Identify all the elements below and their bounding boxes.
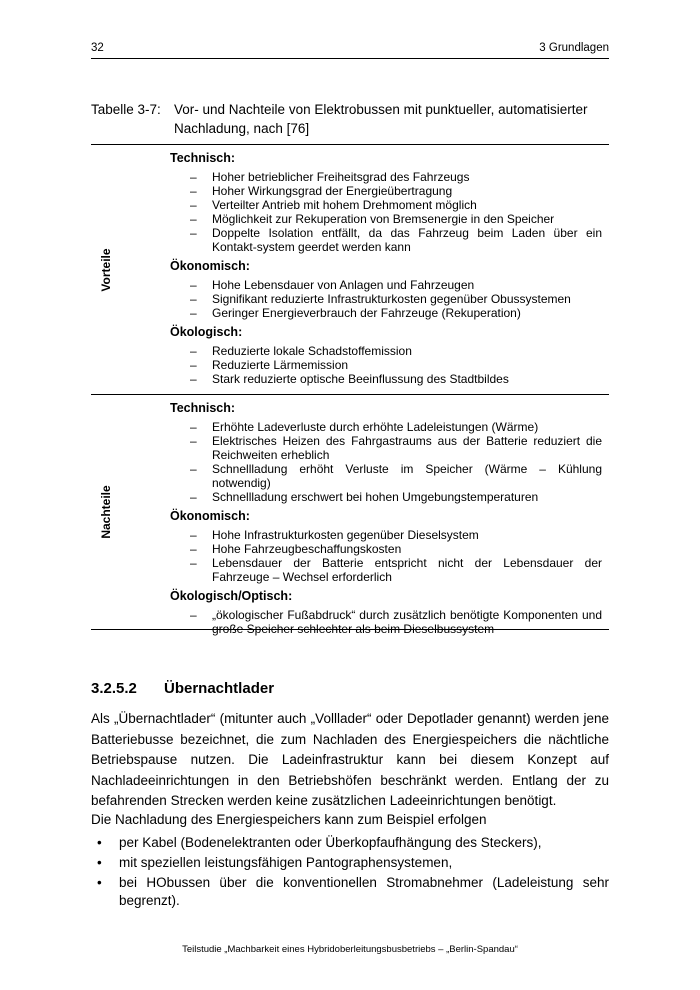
bullet-icon: • — [97, 835, 102, 850]
list-item: – Elektrisches Heizen des Fahrgastraums aus der Batterie reduziert die Reichweiten erheblich — [190, 434, 602, 462]
bullet-icon: • — [97, 875, 102, 890]
list-item: – „ökologischer Fußabdruck“ durch zusätzlich benötigte Komponenten und große Speicher schlechter als beim Dieselbussystem — [190, 608, 602, 636]
page-header — [91, 42, 609, 59]
body-paragraph-intro: Die Nachladung des Energiespeichers kann zum Beispiel erfolgen — [91, 812, 487, 827]
category-title: Technisch: — [170, 401, 236, 415]
bullet-list — [170, 528, 602, 584]
category-title: Ökonomisch: — [170, 259, 250, 273]
disadvantages-label: Nachteile — [99, 485, 113, 539]
list-item: – Schnellladung erhöht Verluste im Speicher (Wärme – Kühlung notwendig) — [190, 462, 602, 490]
category-title: Technisch: — [170, 151, 236, 165]
list-item: – Geringer Energieverbrauch der Fahrzeuge (Rekuperation) — [190, 306, 521, 320]
list-item: • per Kabel (Bodenelektranten oder Überkopfaufhängung des Steckers), — [97, 835, 542, 850]
table-caption-label: Tabelle 3-7: — [91, 102, 161, 117]
list-item: – Möglichkeit zur Rekuperation von Bremsenergie in den Speicher — [190, 212, 555, 226]
pros-cons-table — [91, 144, 609, 636]
body-paragraph: Als „Übernachtlader“ (mitunter auch „Volllader“ oder Depotlader genannt) werden jene Batteriebusse bezeichnet, die zum Nachladen des Energiespeichers die nächtliche Betriebspause nutzen. Die Ladeinfrastruktur kann bei diesem Konzept auf Nachladeeinrichtungen in den Betriebshöfen beschränkt werden. Entlang der zu befahrenden Strecken werden keine zusätzlichen Ladeeinrichtungen benötigt. — [91, 711, 609, 808]
list-item: – Reduzierte Lärmemission — [190, 358, 349, 372]
advantages-side-label — [91, 145, 121, 394]
page-number: 32 — [91, 42, 104, 54]
bullet-list — [170, 278, 602, 320]
list-item: – Hoher Wirkungsgrad der Energieübertragung — [190, 184, 453, 198]
list-item: – Verteilter Antrieb mit hohem Drehmoment möglich — [190, 198, 477, 212]
list-item: – Schnellladung erschwert bei hohen Umgebungstemperaturen — [190, 490, 539, 504]
category-title: Ökonomisch: — [170, 509, 250, 523]
bullet-list — [170, 608, 602, 636]
list-item: – Lebensdauer der Batterie entspricht nicht der Lebensdauer der Fahrzeuge – Wechsel erforderlich — [190, 556, 602, 584]
bullet-list — [170, 170, 602, 254]
disadvantages-content — [170, 401, 602, 636]
charging-options-list — [91, 834, 609, 912]
list-item: • bei HObussen über die konventionellen Stromabnehmer (Ladeleistung sehr begrenzt). — [97, 875, 609, 908]
bullet-icon: • — [97, 855, 102, 870]
list-item: – Hohe Fahrzeugbeschaffungskosten — [190, 542, 402, 556]
category-title: Ökologisch/Optisch: — [170, 589, 293, 603]
list-item: – Erhöhte Ladeverluste durch erhöhte Ladeleistungen (Wärme) — [190, 420, 539, 434]
table-caption-text: Vor- und Nachteile von Elektrobussen mit punktueller, automatisierter Nachladung, nach [76] — [174, 102, 588, 136]
list-item: – Reduzierte lokale Schadstoffemission — [190, 344, 412, 358]
category-title: Ökologisch: — [170, 325, 243, 339]
advantages-block — [91, 145, 609, 395]
page-footer: Teilstudie „Machbarkeit eines Hybridoberleitungsbusbetriebs – „Berlin-Spandau“ — [182, 944, 518, 955]
disadvantages-side-label — [91, 395, 121, 629]
list-item: – Stark reduzierte optische Beeinflussung des Stadtbildes — [190, 372, 509, 386]
advantages-label: Vorteile — [99, 247, 113, 292]
list-item: – Signifikant reduzierte Infrastrukturkosten gegenüber Obussystemen — [190, 292, 571, 306]
list-item: – Hoher betrieblicher Freiheitsgrad des Fahrzeugs — [190, 170, 470, 184]
section-number: 3.2.5.2 — [91, 680, 137, 697]
bullet-list — [170, 344, 602, 386]
list-item: • mit speziellen leistungsfähigen Pantographensystemen, — [97, 855, 453, 870]
disadvantages-block — [91, 395, 609, 636]
header-section-title: 3 Grundlagen — [539, 42, 609, 54]
advantages-content — [170, 151, 602, 386]
list-item: – Doppelte Isolation entfällt, da das Fahrzeug beim Laden über ein Kontakt-system geerdet werden kann — [190, 226, 602, 254]
bullet-list — [170, 420, 602, 504]
section-title: Übernachtlader — [164, 680, 275, 697]
list-item: – Hohe Lebensdauer von Anlagen und Fahrzeugen — [190, 278, 475, 292]
list-item: – Hohe Infrastrukturkosten gegenüber Dieselsystem — [190, 528, 479, 542]
